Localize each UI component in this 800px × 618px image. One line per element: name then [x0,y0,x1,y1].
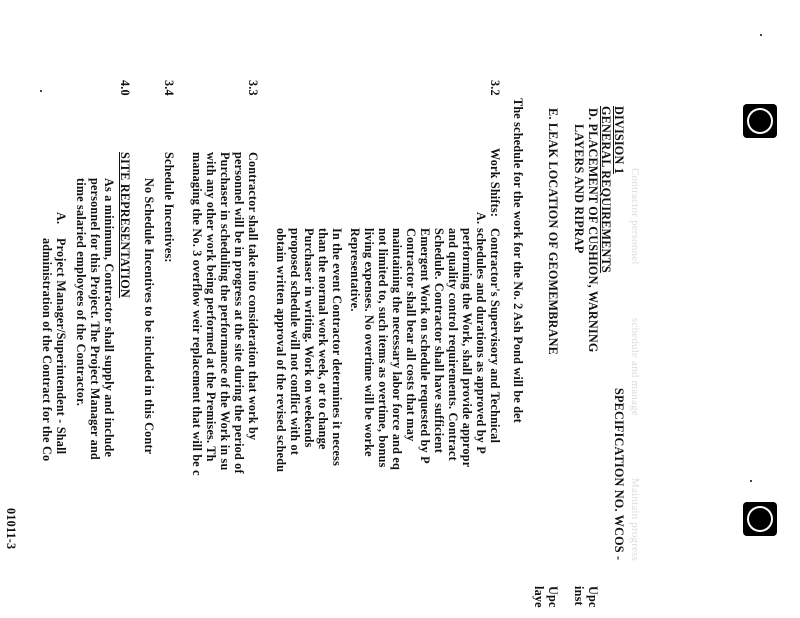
s33-line: personnel will be in progress at the site during the period of [232,152,246,474]
task-e-desc: Upc [546,586,560,608]
s40-line: As a minimum, Contractor shall supply and include [102,178,116,458]
page-number: 01011-3 [4,508,18,550]
section-4-0-title: SITE REPRESENTATION [118,152,132,298]
s32-p2-line: Purchaser in writing. Work on weekends [302,228,316,448]
ghost-text-1: Contractor personnel [629,168,641,265]
s32-p1-line: maintaining the necessary labor force and eq [390,228,404,470]
s32-p1-line: Representative. [348,228,362,312]
task-d-desc-2: inst [572,586,586,606]
section-3-4-title: Schedule Incentives: [162,152,176,263]
task-d-desc: Upc [586,586,600,608]
rotated-document [0,80,641,618]
section-3-2-number: 3.2 [488,80,502,96]
s33-line: Purchaser in scheduling the performance of the Work in su [218,152,232,471]
s32-p2-line: obtain written approval of the revised schedu [274,228,288,473]
punch-hole-top [743,104,777,138]
ghost-text-2: schedule and manage [629,318,641,416]
s40-item-line: Project Manager/Superintendent - Shall [54,238,68,455]
s33-line: Contractor shall take into consideration that work by [246,152,260,441]
s32-p2-line: than the normal work week, or to change [316,228,330,450]
division-heading: DIVISION 1 [612,106,626,175]
s40-line: time salaried employees of the Contractor. [74,178,88,406]
task-d-title: D. PLACEMENT OF CUSHION, WARNING [586,108,600,353]
scan-speck [750,480,752,482]
section-4-0-item-a: A. [54,212,68,225]
s32-p2-line: proposed schedule will not conflict with ot [288,228,302,456]
punch-hole-bottom [743,502,777,536]
section-3-3-number: 3.3 [246,80,260,96]
s32-p1-line: not limited to, such items as overtime, bonus [376,228,390,468]
scan-speck [760,34,762,36]
s32-p2-line: In the event Contractor determines it necess [330,228,344,467]
section-4-0-number: 4.0 [118,80,132,96]
s40-item-line: administration of the Contract for the Co [40,238,54,462]
general-requirements-heading: GENERAL REQUIREMENTS [599,106,613,273]
section-3-4-number: 3.4 [162,80,176,96]
section-3-2-item-a: A. [474,212,488,225]
s32-p1-line: Contractor shall bear all costs that may [404,228,418,442]
s32-p1-line: and quality control requirements. Contract [446,228,460,461]
s32-p1-line: performing the Work, shall provide appropr [460,228,474,468]
section-3-4-text: No Schedule Incentives to be included in this Contr [142,178,156,455]
s32-p1-line: Contractor's Supervisory and Technical [488,228,502,444]
schedule-note: The schedule for the work for the No. 2 Ash Pond will be det [511,98,525,424]
s33-line: managing the No. 3 overflow weir replacement that will be c [190,152,204,476]
s32-p1-line: Schedule. Contractor shall have sufficient [432,228,446,454]
s40-line: personnel for this Project. The Project Manager and [88,178,102,460]
s32-p1-line: Emergent Work on schedule requested by P [418,228,432,464]
s32-p1-line: living expenses. No overtime will be worke [362,228,376,457]
s32-p1-line: schedules and durations as approved by P [474,228,488,454]
task-e-desc-2: laye [532,586,546,608]
ghost-text-3: Maintain progress [629,478,641,562]
spec-number: SPECIFICATION NO. WCOS - [612,388,626,561]
task-d-title-cont: LAYERS AND RIPRAP [572,124,586,254]
task-e-title: E. LEAK LOCATION OF GEOMEMBRANE [546,108,560,355]
section-3-2-title: Work Shifts: [488,148,502,218]
s33-line: with any other work being performed at the Premises. Th [204,152,218,462]
